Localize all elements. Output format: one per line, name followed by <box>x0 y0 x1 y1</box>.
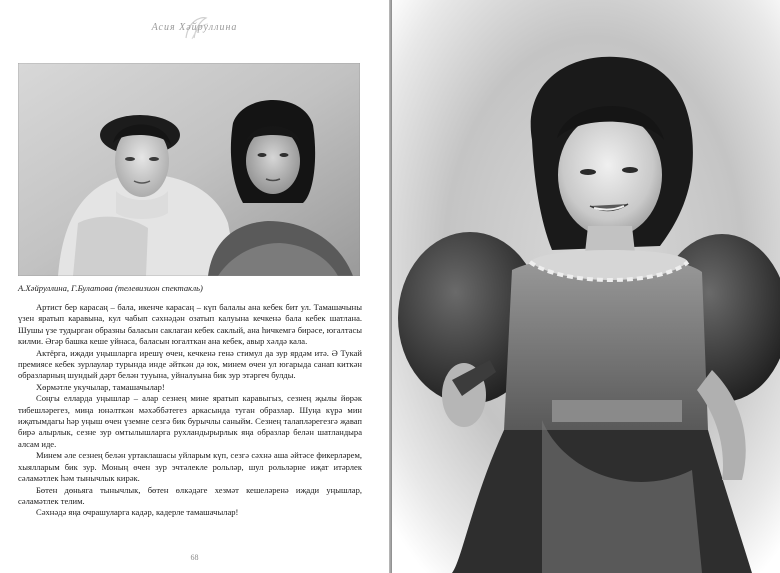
paragraph: Минем әле сезнең белән уртаклашасы уйларым күп, сезгә сәхнә аша әйтәсе фикерләрем, хыялларым бик зур. Моның өчен зур эчтәлекле рольләр, шул рольләрне иҗат итәрлек сәламәтлек һәм тынычлык кирәк. <box>18 450 362 484</box>
right-page <box>392 0 780 573</box>
paragraph: Бөтен дөньяга тынычлык, бөтен өлкәдәге хезмәт кешеләренә иҗади уңышлар, сәламәтлек телим. <box>18 484 362 506</box>
running-title: Асия Хәйруллина <box>151 22 238 33</box>
left-page <box>0 0 389 573</box>
paragraph: Хөрмәтле укучылар, тамашачылар! <box>36 381 165 392</box>
paragraph: Актёрга, иҗади уңышларга ирешү өчен, кечкенә генә стимул да зур ярдәм итә. Ә Тукай премиясе кебек зурлаулар турында инде әйткән дә юк, минем өчен ул югарыда санап киткән образларның шундый дәрт белән тууына, уйналуына бик зур этәргеч булды. <box>18 347 362 381</box>
paragraph: Сәхнәдә яңа очрашуларга кадәр, кадерле тамашачылар! <box>36 507 239 518</box>
page-number: 68 <box>190 553 199 562</box>
photo-two-actresses-icon <box>18 63 360 276</box>
photo-caption: А.Хәйруллина, Г.Булатова (телевизион спектакль) <box>18 283 203 293</box>
portrait-actress-in-costume-icon <box>392 0 780 573</box>
paragraph: Соңгы елларда уңышлар – алар сезнең мине яратып каравыгыз, сезнең җылы йөрәк тибешләрегез, миңа юнәлткән мәхәббәтегез аркасында туган образлар. Шуңа күрә мин иҗатымдагы һәр уңыш өчен үземне сезгә бик бурычлы саныйм. Сезнең талапләрегезгә җавап бирә алырлык, сезне зур омтылышларга рухландырырлык яңа образлар белән шатландыра алсам иде. <box>18 393 362 449</box>
article-body <box>18 302 362 519</box>
paragraph: Артист бер карасаң – бала, икенче карасаң – күп балалы ана кебек бит ул. Тамашачыны үзен яратып каравына, кул чабып сәхнәдән озатып калуына кечкенә бала кебек шатлана. Шушы үзе тудырган образны баласын саклаган кебек саклый, ана һичкемгә бирәсе, югалтасы килми. Әгәр башка кеше уйнаса, баласын югалткан ана кебек, авыр хәлдә кала. <box>18 302 362 347</box>
